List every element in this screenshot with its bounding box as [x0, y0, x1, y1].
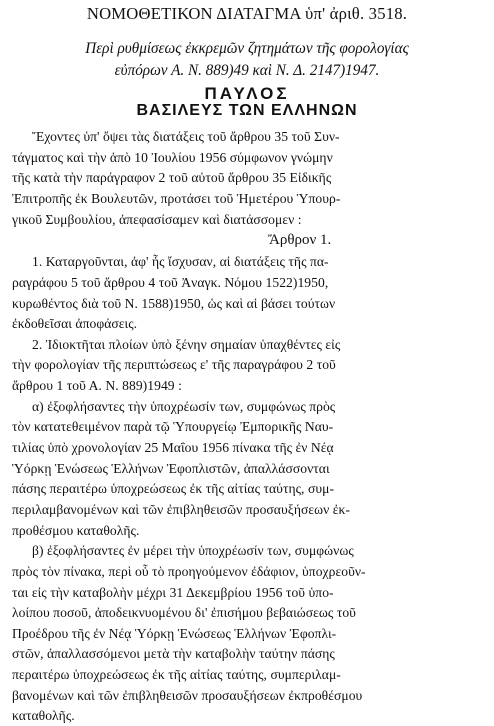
preamble-line: Ἐπιτροπῆς ἐκ Βουλευτῶν, προτάσει τοῦ Ἡμετέρου Ὑπουρ-: [12, 191, 341, 206]
paragraph-line: 2. Ἰδιοκτῆται πλοίων ὑπὸ ξένην σημαίαν ὑπαχθέντες εἰς: [32, 337, 341, 352]
decree-title: ΝΟΜΟΘΕΤΙΚΟΝ ΔΙΑΤΑΓΜΑ ὑπ' ἀριθ. 3518.: [86, 4, 408, 23]
clause-line: πάσης περαιτέρω ὑποχρεώσεως ἐκ τῆς αἰτίας ταύτης, συμ-: [12, 481, 335, 496]
clause-line: περιλαμβανομένων καὶ τῶν ἐπιβληθεισῶν προσαυξήσεων ἐκ-: [12, 502, 351, 517]
paragraph-line: κυρωθέντος διὰ τοῦ Ν. 1588)1950, ὡς καὶ αἱ βάσει τούτων: [12, 296, 336, 311]
clause-line: Ὑόρκῃ Ἑνώσεως Ἑλλήνων Ἐφοπλιστῶν, ἀπαλλάσσονται: [12, 461, 330, 476]
paragraph-line: ἄρθρου 1 τοῦ Α. Ν. 889)1949 :: [12, 378, 182, 393]
clause-line: α) ἐξοφλήσαντες τὴν ὑποχρέωσίν των, συμφώνως πρὸς: [32, 399, 336, 414]
decree-subtitle-line-2: εὐπόρων Α. Ν. 889)49 καὶ Ν. Δ. 2147)1947.: [114, 62, 380, 79]
preamble-line: τάγματος καὶ τὴν ἀπὸ 10 Ἰουλίου 1956 σύμφωνον γνώμην: [12, 150, 333, 165]
clause-line: περαιτέρω ὑποχρεώσεως ἐκ τῆς αἰτίας ταύτης, συμπεριλαμ-: [12, 667, 341, 682]
clause-line: τιλίας ὑπὸ χρονολογίαν 25 Μαΐου 1956 πίνακα τῆς ἐν Νέᾳ: [12, 440, 334, 455]
clause-line: Προέδρου τῆς ἐν Νέᾳ Ὑόρκῃ Ἑνώσεως Ἑλλήνων Ἐφοπλι-: [12, 626, 337, 641]
clause-line: τὸν κατατεθειμένον παρὰ τῷ Ὑπουργείῳ Ἐμπορικῆς Ναυ-: [12, 419, 334, 434]
preamble-line: Ἔχοντες ὑπ' ὄψει τὰς διατάξεις τοῦ ἄρθρου 35 τοῦ Συν-: [32, 129, 340, 144]
king-name: ΠΑΥΛΟΣ: [204, 84, 290, 103]
clause-line: λοίπου ποσοῦ, ἀποδεικνυομένου δι' ἐπισήμου βεβαιώσεως τοῦ: [12, 605, 356, 620]
paragraph-line: 1. Καταργοῦνται, ἀφ' ἧς ἴσχυσαν, αἱ διατάξεις τῆς πα-: [32, 254, 329, 269]
clause-line: καταθολῆς.: [12, 708, 75, 723]
clause-line: βανομένων καὶ τῶν ἐπιβληθεισῶν προσαυξήσεων ἐκπροθέσμου: [12, 688, 363, 703]
article-heading: Ἄρθρον 1.: [268, 232, 332, 248]
clause-line: στῶν, ἀπαλλασσόμενοι μετὰ τὴν καταβολὴν ταύτην πάσης: [12, 646, 335, 661]
clause-line: προθέσμου καταθολῆς.: [12, 523, 140, 538]
clause-line: β) ἐξοφλήσαντες ἐν μέρει τὴν ὑποχρέωσίν των, συμφώνως: [32, 543, 354, 558]
decree-subtitle-line-1: Περὶ ρυθμίσεως ἐκκρεμῶν ζητημάτων τῆς φορολογίας: [85, 40, 409, 57]
clause-line: ται εἰς τὴν καταβολὴν μέχρι 31 Δεκεμβρίου 1956 τοῦ ὑπο-: [12, 585, 334, 600]
preamble-line: τῆς κατὰ τὴν παράγραφον 2 τοῦ αὐτοῦ ἄρθρου 35 Εἰδικῆς: [12, 170, 332, 185]
king-title: ΒΑΣΙΛΕΥΣ ΤΩΝ ΕΛΛΗΝΩΝ: [136, 102, 358, 119]
paragraph-line: ραγράφου 5 τοῦ ἄρθρου 4 τοῦ Ἀναγκ. Νόμου 1522)1950,: [12, 275, 329, 290]
paragraph-line: ἐκδοθεῖσαι ἀποφάσεις.: [12, 316, 138, 331]
clause-line: πρὸς τὸν πίνακα, περὶ οὗ τὸ προηγούμενον ἐδάφιον, ὑποχρεοῦν-: [12, 564, 366, 579]
paragraph-line: τὴν φορολογίαν τῆς περιπτώσεως ε' τῆς παραγράφου 2 τοῦ: [12, 357, 336, 372]
preamble-line: γικοῦ Συμβουλίου, ἀπεφασίσαμεν καὶ διατάσσομεν :: [12, 212, 302, 227]
